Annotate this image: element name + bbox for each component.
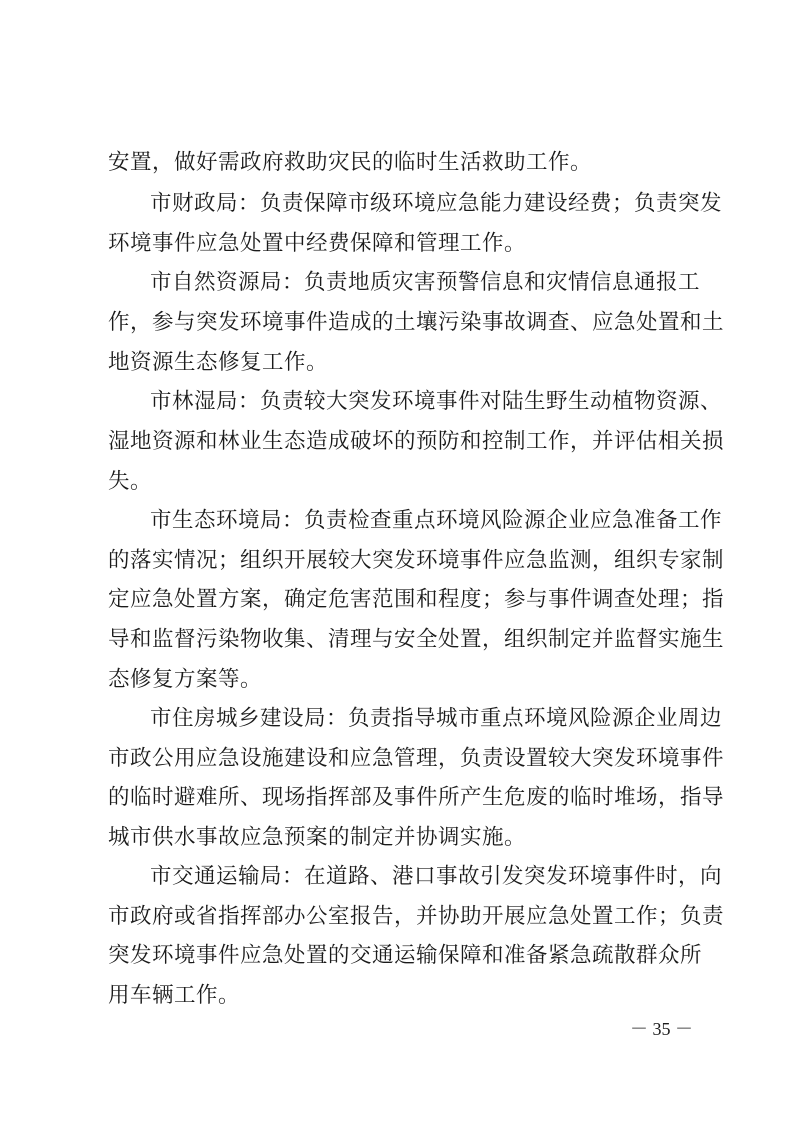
paragraph-line: 的临时避难所、现场指挥部及事件所产生危废的临时堆场，指导 (108, 785, 725, 810)
paragraph-line: 市住房城乡建设局：负责指导城市重点环境风险源企业周边 (150, 706, 723, 731)
paragraph-line: 城市供水事故应急预案的制定并协调实施。 (108, 825, 527, 850)
paragraph-line: 环境事件应急处置中经费保障和管理工作。 (108, 231, 527, 256)
page-number: － 35 － (630, 1019, 693, 1039)
paragraph-line: 市交通运输局：在道路、港口事故引发突发环境事件时，向 (150, 864, 723, 889)
paragraph-line: 突发环境事件应急处置的交通运输保障和准备紧急疏散群众所 (108, 943, 703, 968)
paragraph-line: 安置，做好需政府救助灾民的临时生活救助工作。 (108, 150, 593, 175)
paragraph-line: 导和监督污染物收集、清理与安全处置，组织制定并监督实施生 (108, 627, 725, 652)
paragraph-line: 态修复方案等。 (108, 667, 263, 692)
paragraph-line: 定应急处置方案，确定危害范围和程度；参与事件调查处理；指 (108, 587, 725, 612)
paragraph-line: 市财政局：负责保障市级环境应急能力建设经费；负责突发 (150, 191, 723, 216)
paragraph-line: 用车辆工作。 (108, 983, 241, 1008)
paragraph-line: 市政府或省指挥部办公室报告，并协助开展应急处置工作；负责 (108, 904, 725, 929)
paragraph-line: 市自然资源局：负责地质灾害预警信息和灾情信息通报工 (150, 270, 701, 295)
paragraph-line: 地资源生态修复工作。 (108, 350, 329, 375)
paragraph-line: 湿地资源和林业生态造成破坏的预防和控制工作，并评估相关损 (108, 429, 725, 454)
paragraph-line: 市林湿局：负责较大突发环境事件对陆生野生动植物资源、 (150, 389, 723, 414)
paragraph-line: 的落实情况；组织开展较大突发环境事件应急监测，组织专家制 (108, 548, 725, 573)
paragraph-line: 失。 (108, 469, 153, 494)
paragraph-line: 作，参与突发环境事件造成的土壤污染事故调查、应急处置和土 (108, 310, 725, 335)
paragraph-line: 市政公用应急设施建设和应急管理，负责设置较大突发环境事件 (108, 746, 725, 771)
paragraph-line: 市生态环境局：负责检查重点环境风险源企业应急准备工作 (150, 508, 723, 533)
